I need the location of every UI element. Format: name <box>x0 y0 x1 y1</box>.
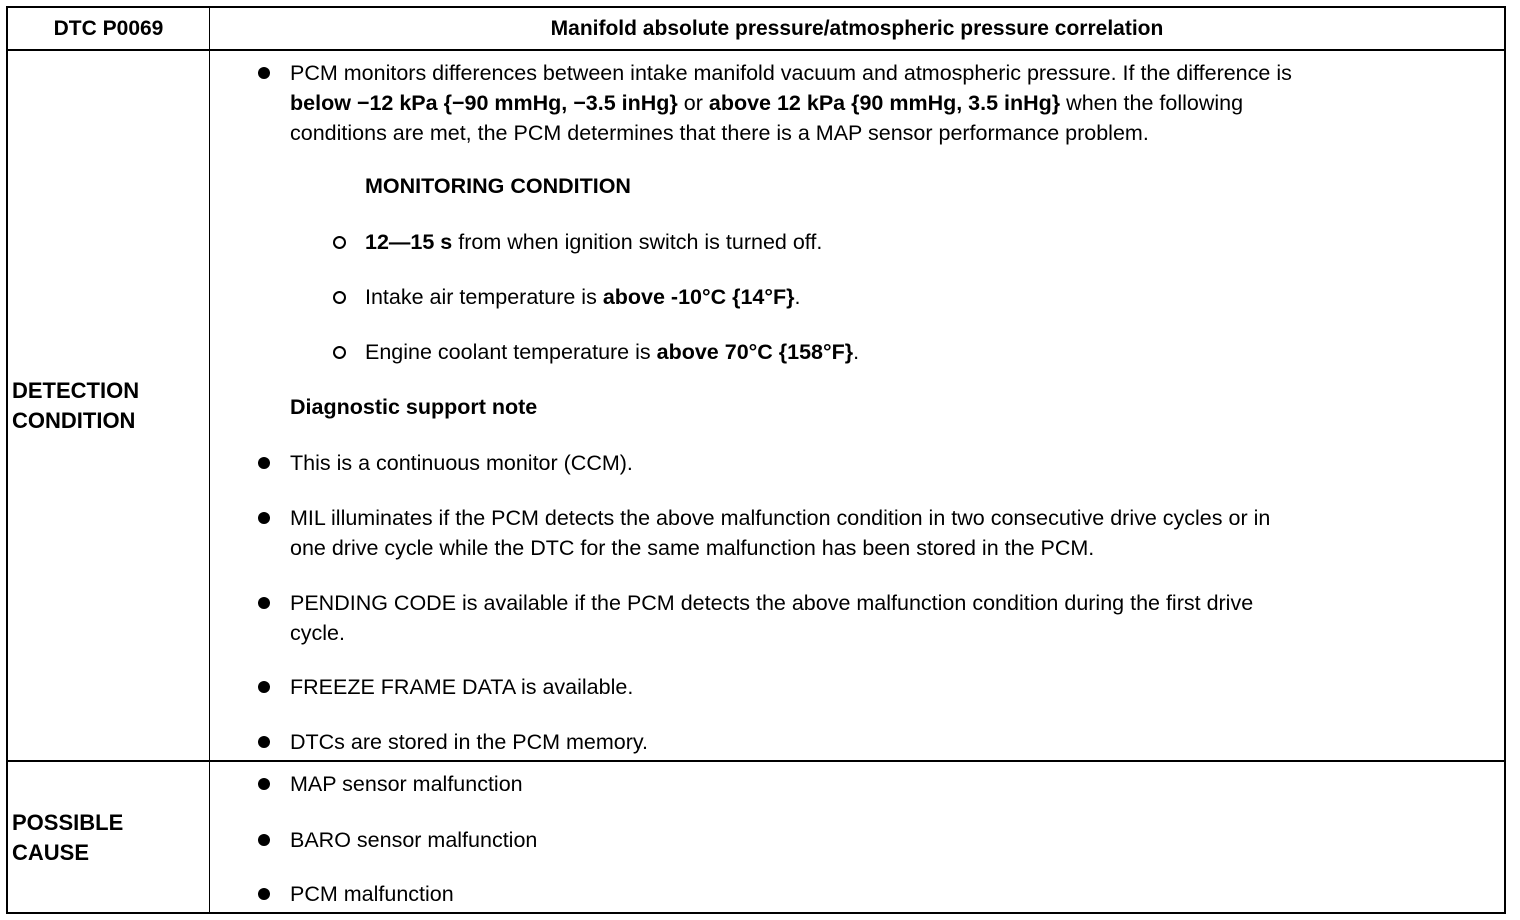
dtc-code-cell: DTC P0069 <box>53 17 164 40</box>
threshold-above: above 12 kPa {90 mmHg, 3.5 inHg} <box>708 91 1061 115</box>
threshold-below: below −12 kPa {−90 mmHg, −3.5 inHg} <box>290 91 678 115</box>
circle-bullet-icon <box>333 346 346 359</box>
condition-tail: . <box>794 285 801 309</box>
condition-value: above -10°C {14°F} <box>602 285 795 309</box>
condition-text: Engine coolant temperature is <box>365 340 657 364</box>
support-note-item <box>290 503 1270 563</box>
intro-continuation: when the following <box>1060 91 1244 115</box>
cause-item: MAP sensor malfunction <box>290 772 523 796</box>
condition-item <box>365 227 822 257</box>
note-line1: MIL illuminates if the PCM detects the above malfunction condition in two consecutive drive cycles or in <box>290 506 1271 530</box>
support-note-item <box>290 672 633 702</box>
intro-line3: conditions are met, the PCM determines that there is a MAP sensor performance problem. <box>290 121 1149 145</box>
bullet-icon <box>258 778 270 790</box>
note-line1: This is a continuous monitor (CCM). <box>290 451 633 475</box>
cause-item: PCM malfunction <box>290 882 454 906</box>
circle-bullet-icon <box>333 291 346 304</box>
note-line1: DTCs are stored in the PCM memory. <box>290 730 649 754</box>
support-note-heading: Diagnostic support note <box>290 395 538 419</box>
bullet-icon <box>258 681 270 693</box>
support-note-item <box>290 448 633 478</box>
bullet-icon <box>258 736 270 748</box>
cause-label-line1: POSSIBLE <box>12 810 124 835</box>
bullet-icon <box>258 888 270 900</box>
condition-text: Intake air temperature is <box>365 285 603 309</box>
bullet-icon <box>258 67 270 79</box>
circle-bullet-icon <box>333 236 346 249</box>
condition-value: above 70°C {158°F} <box>656 340 854 364</box>
condition-value: 12—15 s <box>365 230 453 254</box>
detection-condition-label <box>12 376 139 436</box>
condition-item <box>365 337 859 367</box>
column-divider <box>209 8 210 912</box>
cause-item: BARO sensor malfunction <box>290 828 538 852</box>
condition-tail: . <box>853 340 860 364</box>
bullet-icon <box>258 512 270 524</box>
note-line2: one drive cycle while the DTC for the same malfunction has been stored in the PCM. <box>290 536 1095 560</box>
intro-paragraph <box>290 58 1292 148</box>
detection-label-line1: DETECTION <box>12 378 140 403</box>
note-line1: FREEZE FRAME DATA is available. <box>290 675 634 699</box>
section-divider <box>8 760 1504 762</box>
condition-item <box>365 282 800 312</box>
note-line2: cycle. <box>290 621 345 645</box>
header-divider <box>8 49 1504 51</box>
dtc-table <box>6 6 1506 914</box>
bullet-icon <box>258 597 270 609</box>
support-note-item <box>290 588 1253 648</box>
condition-text: from when ignition switch is turned off. <box>452 230 823 254</box>
intro-connector: or <box>677 91 709 115</box>
intro-line1: PCM monitors differences between intake manifold vacuum and atmospheric pressure. If the difference is <box>290 61 1292 85</box>
monitoring-condition-heading: MONITORING CONDITION <box>365 174 631 198</box>
possible-cause-label <box>12 808 123 868</box>
note-line1: PENDING CODE is available if the PCM detects the above malfunction condition during the first drive <box>290 591 1254 615</box>
cause-label-line2: CAUSE <box>12 840 90 865</box>
detection-label-line2: CONDITION <box>12 408 136 433</box>
bullet-icon <box>258 457 270 469</box>
support-note-item <box>290 727 648 757</box>
bullet-icon <box>258 834 270 846</box>
intro-line2 <box>290 88 1292 118</box>
dtc-title-cell: Manifold absolute pressure/atmospheric pressure correlation <box>550 17 1164 40</box>
